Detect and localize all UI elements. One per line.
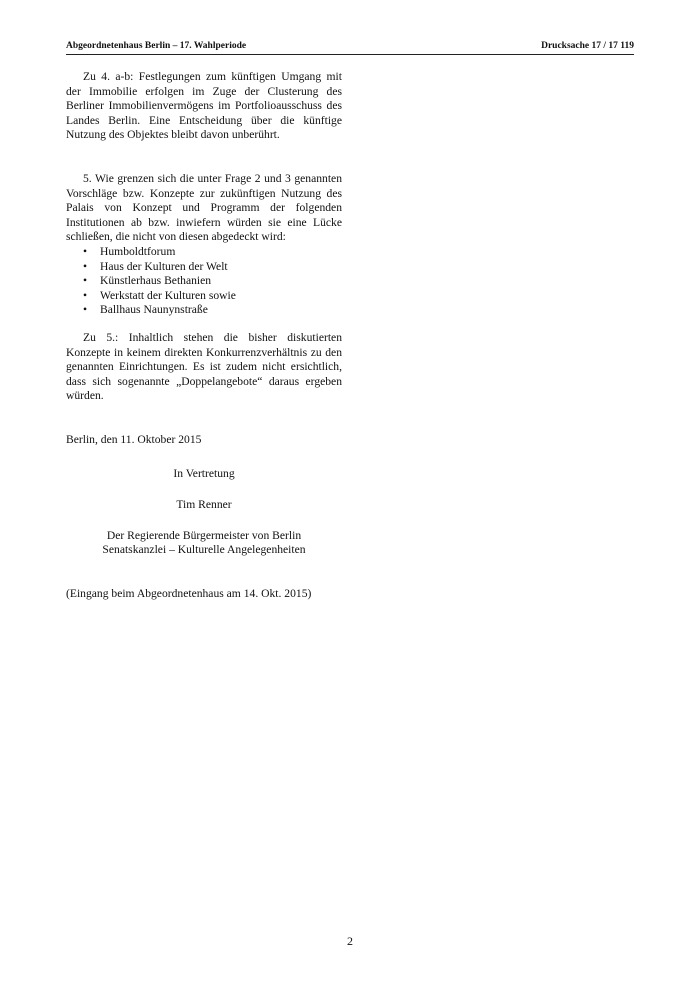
list-item: • Haus der Kulturen der Welt	[66, 260, 342, 275]
office-line-2: Senatskanzlei – Kulturelle Angelegenheiten	[102, 543, 306, 557]
in-vertretung: In Vertretung	[173, 467, 235, 481]
list-item: • Künstlerhaus Bethanien	[66, 274, 342, 289]
office-line-1: Der Regierende Bürgermeister von Berlin	[106, 528, 302, 542]
answer-5: Zu 5.: Inhaltlich stehen die bisher diskutierten Konzepte in keinem direkten Konkurrenzverhältnis zu den genannten Einrichtungen. Es ist zudem nicht ersichtlich, dass sich sogenannte „Doppelangebote“ daraus ergeben würden.	[66, 330, 342, 403]
question-5: 5. Wie grenzen sich die unter Frage 2 und 3 genannten Vorschläge bzw. Konzepte zur zukünftigen Nutzung des Palais von Konzept und Programm der folgenden Institutionen ab bzw. inwiefern würden sie eine Lücke schließen, die nicht von diesen abgedeckt wird:	[66, 171, 342, 244]
institution-list	[66, 245, 342, 318]
list-item: • Ballhaus Naunynstraße	[66, 303, 342, 318]
received-note: (Eingang beim Abgeordnetenhaus am 14. Okt. 2015)	[66, 586, 312, 600]
header-document-number: Drucksache 17 / 17 119	[541, 41, 634, 51]
header-parliament: Abgeordnetenhaus Berlin – 17. Wahlperiode	[66, 41, 247, 51]
place-date: Berlin, den 11. Oktober 2015	[66, 432, 202, 446]
answer-4: Zu 4. a-b: Festlegungen zum künftigen Umgang mit der Immobilie erfolgen im Zuge der Clusterung des Berliner Immobilienvermögens im Portfolioausschuss des Landes Berlin. Eine Entscheidung über die künftige Nutzung des Objektes bleibt davon unberührt.	[66, 70, 342, 142]
signatory-name: Tim Renner	[176, 498, 232, 512]
list-item: • Humboldtforum	[66, 245, 342, 260]
page-number: 2	[347, 934, 353, 948]
list-item: • Werkstatt der Kulturen sowie	[66, 289, 342, 304]
page-header	[66, 38, 634, 55]
main-column	[66, 70, 342, 601]
